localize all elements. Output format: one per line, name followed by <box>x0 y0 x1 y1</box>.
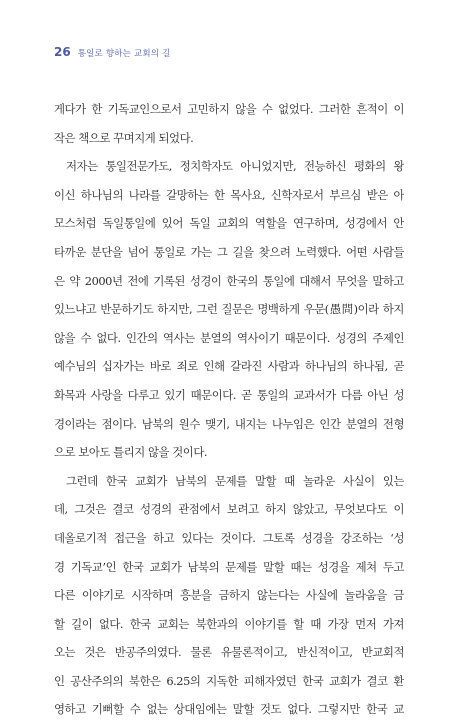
text-line: 이신 하나님의 나라를 갈망하는 한 목사요, 신학자로서 부르심 받은 아 <box>54 187 404 202</box>
text-line: 영하고 기뻐할 수 없는 상대임에는 말할 것도 없다. 그렇지만 한국 교 <box>54 702 404 717</box>
text-line: 모스처럼 독일통일에 있어 독일 교회의 역할을 연구하며, 성경에서 안 <box>54 216 404 231</box>
running-title: 통일로 향하는 교회의 길 <box>77 49 171 59</box>
text-line: 그런데 한국 교회가 남북의 문제를 말할 때 놀라운 사실이 있는 <box>66 473 404 488</box>
text-line: 화목과 사랑을 다루고 있기 때문이다. 곧 통일의 교과서가 다름 아닌 성 <box>54 387 404 402</box>
text-line: 경이라는 점이다. 남북의 원수 맺기, 내지는 나누임은 인간 분열의 전형 <box>54 416 404 431</box>
body-text <box>54 95 404 724</box>
text-line: 다른 이야기로 시작하며 흥분을 금하지 않는다는 사실에 놀라움을 금 <box>54 588 404 603</box>
text-line: 은 약 2000년 전에 기록된 성경이 한국의 통일에 대해서 무엇을 말하고 <box>54 273 404 288</box>
text-line: 저자는 통일전문가도, 정치학자도 아니었지만, 전능하신 평화의 왕 <box>66 159 404 174</box>
text-line: 으로 보아도 틀리지 않을 것이다. <box>54 445 208 460</box>
text-line: 할 길이 없다. 한국 교회는 북한과의 이야기를 할 때 가장 먼저 가져 <box>54 616 404 631</box>
text-line: 경 기독교’인 한국 교회가 남북의 문제를 말할 때는 성경을 제쳐 두고 <box>54 559 404 574</box>
text-line: 데올로기적 접근을 하고 있다는 것이다. 그토록 성경을 강조하는 ‘성 <box>54 530 404 545</box>
text-line: 예수님의 십자가는 바로 죄로 인해 갈라진 사람과 하나님의 하나됨, 곧 <box>54 359 404 374</box>
text-line: 게다가 한 기독교인으로서 고민하지 않을 수 없었다. 그러한 흔적이 이 <box>54 102 404 116</box>
text-line: 인 공산주의의 북한은 6.25의 지독한 피해자였던 한국 교회가 결코 환 <box>54 673 404 688</box>
text-line: 않을 수 없다. 인간의 역사는 분열의 역사이기 때문이다. 성경의 주제인 <box>54 330 404 345</box>
text-line: 있느냐고 반문하기도 하지만, 그런 질문은 명백하게 우문(愚問)이라 하지 <box>54 302 404 317</box>
running-header <box>54 45 171 61</box>
text-line: 타까운 분단을 넘어 통일로 가는 그 길을 찾으려 노력했다. 어떤 사람들 <box>54 244 404 259</box>
text-line: 데, 그것은 결코 성경의 관점에서 보려고 하지 않았고, 무엇보다도 이 <box>54 502 404 517</box>
page-number: 26 <box>54 45 71 59</box>
text-line: 작은 책으로 꾸며지게 되었다. <box>54 130 194 145</box>
text-line: 오는 것은 반공주의였다. 물론 유물론적이고, 반신적이고, 반교회적 <box>54 645 404 660</box>
